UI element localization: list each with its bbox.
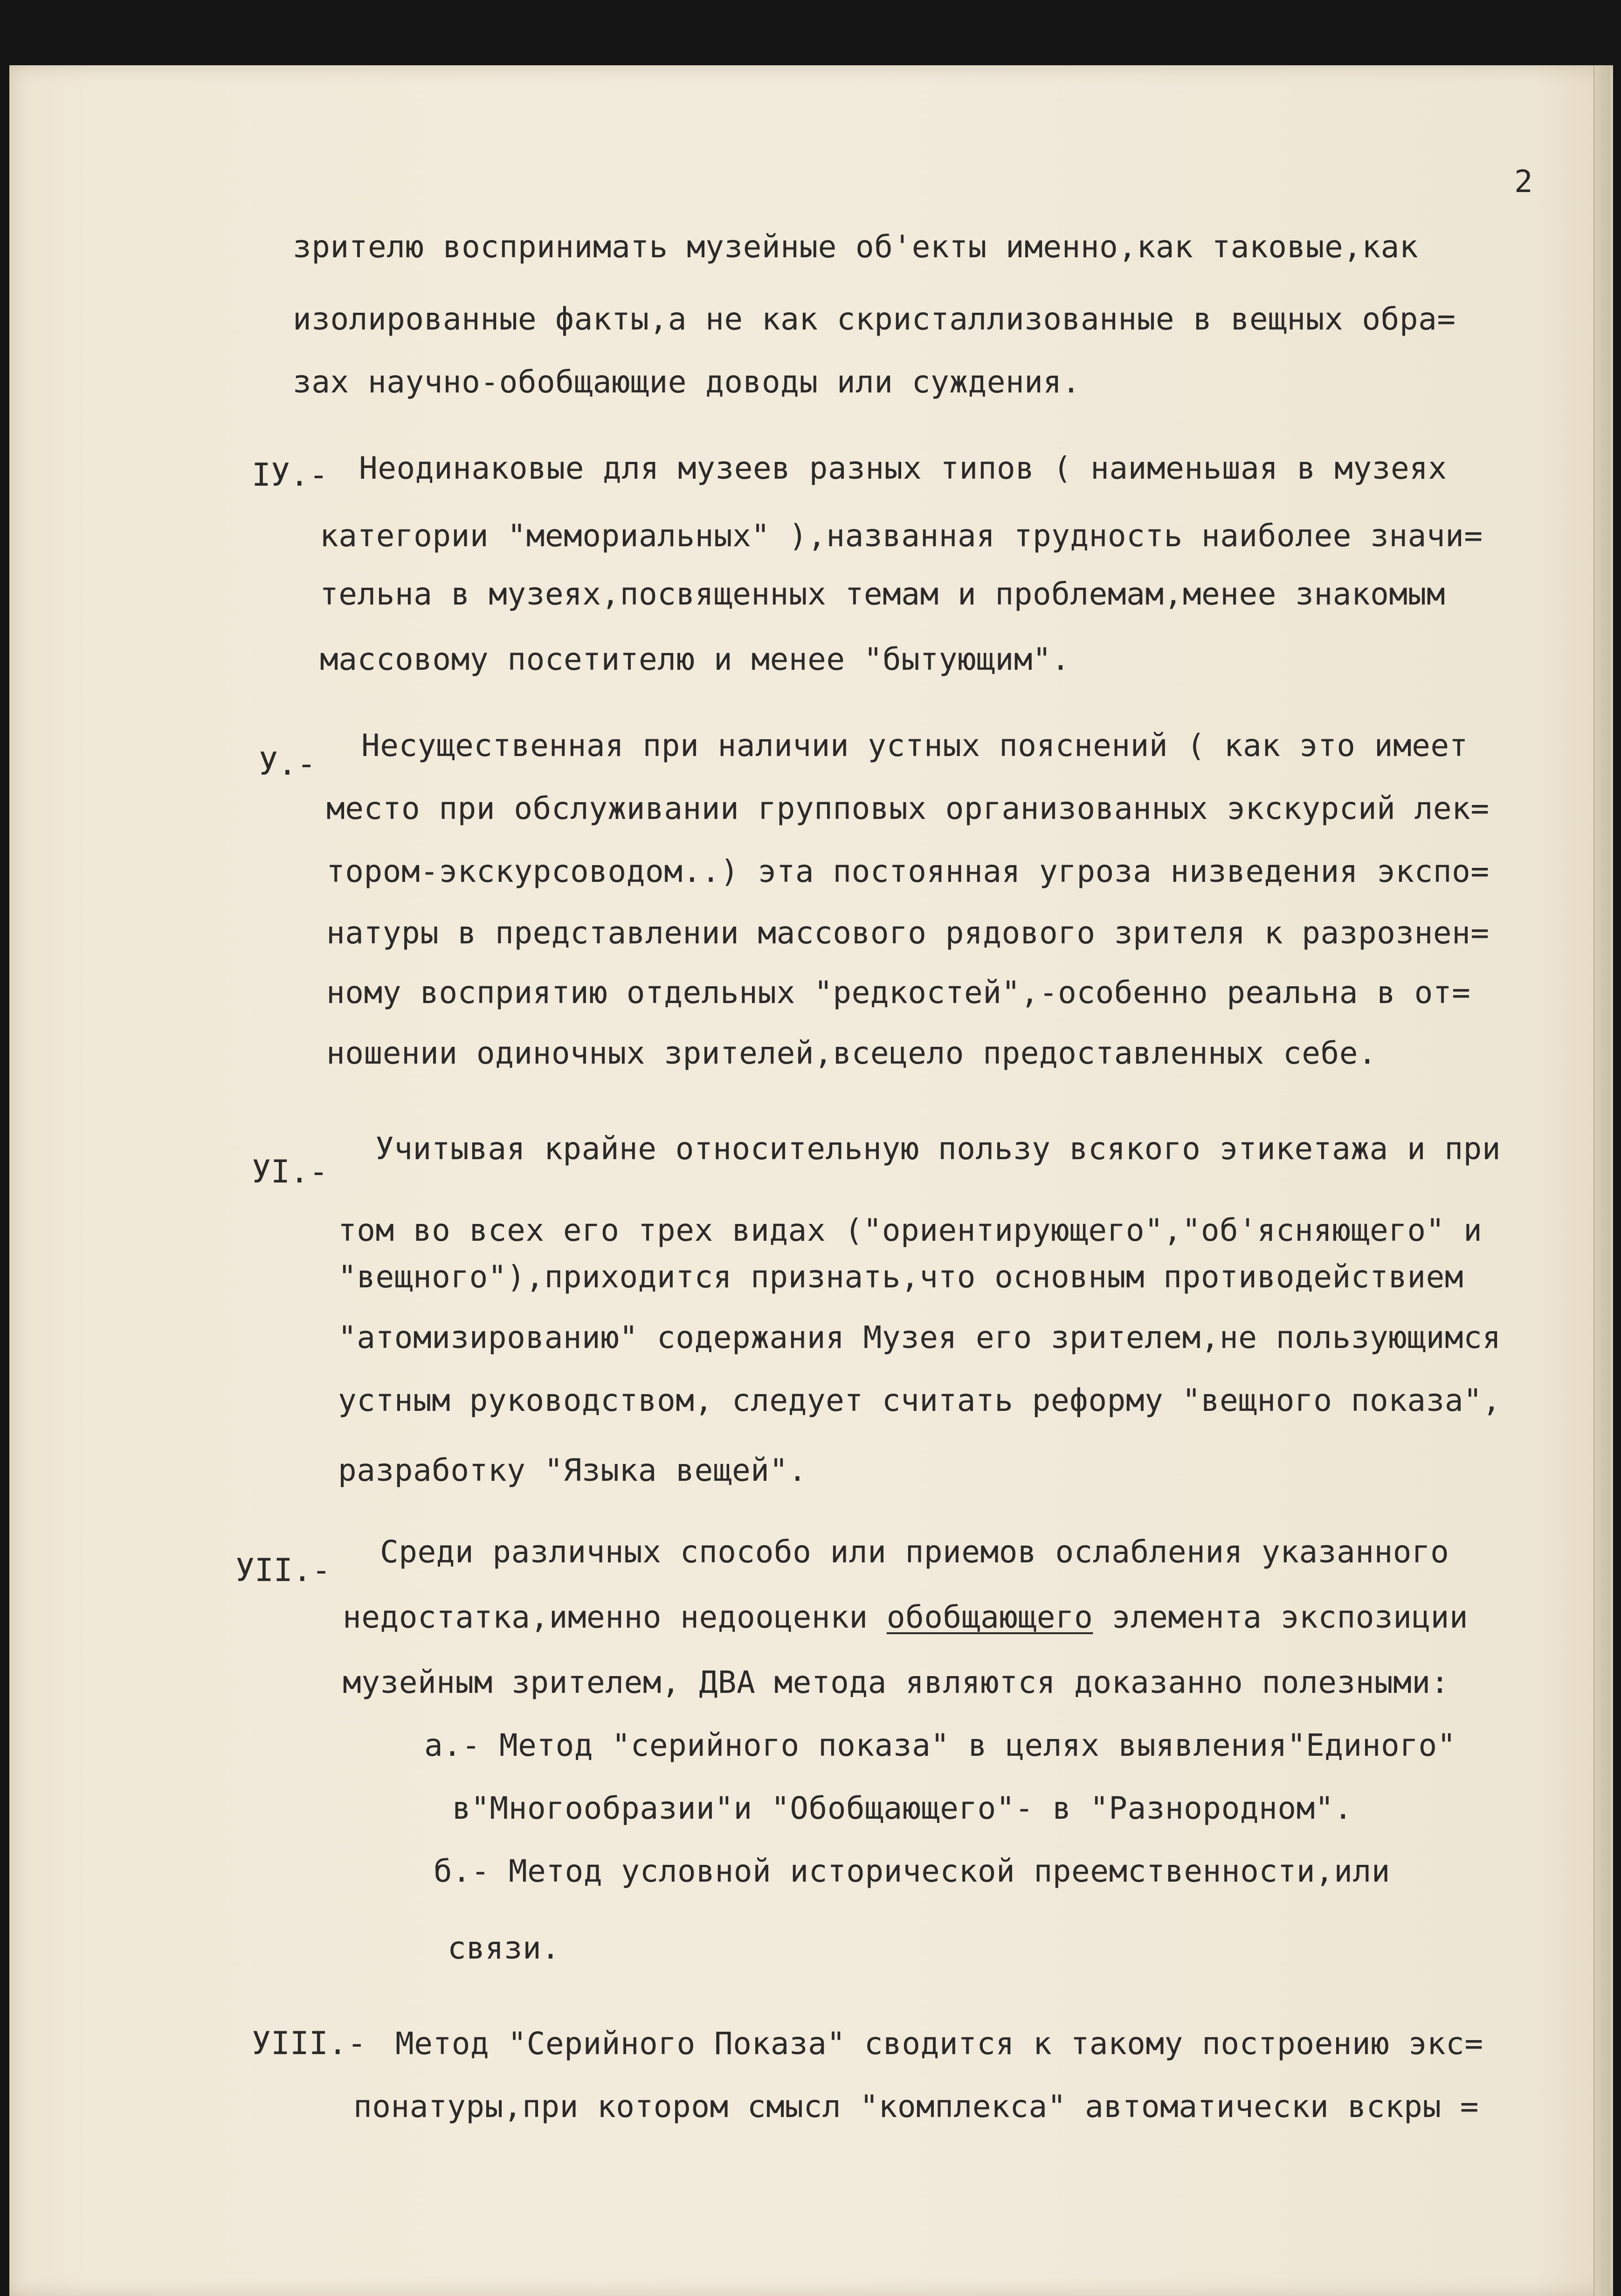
page-edge (1593, 65, 1610, 2296)
text-line: понатуры,при котором смысл "комплекса" автоматически вскры = (353, 2089, 1479, 2124)
text-line: массовому посетителю и менее "бытующим". (320, 641, 1070, 677)
text-line: "вещного"),приходится признать,что основным противодействием (338, 1259, 1464, 1295)
text-line: зах научно-обобщающие доводы или суждения. (293, 364, 1081, 400)
text-line: изолированные факты,а не как скристаллизованные в вещных обра= (293, 301, 1456, 337)
text-line: тором-экскурсоводом..) эта постоянная угроза низведения экспо= (326, 853, 1490, 889)
text-line: зрителю воспринимать музейные об'екты именно,как таковые,как (293, 229, 1419, 265)
section-marker: УII.- (235, 1552, 331, 1589)
text-line: место при обслуживании групповых организованных экскурсий лек= (326, 791, 1490, 826)
text-line: ношении одиночных зрителей,всецело предоставленных себе. (326, 1035, 1377, 1071)
text-segment: элемента экспозиции (1093, 1599, 1469, 1635)
text-line: разработку "Языка вещей". (338, 1452, 807, 1488)
text-line: устным руководством, следует считать реформу "вещного показа", (338, 1382, 1501, 1418)
text-line: категории "мемориальных" ),названная трудность наиболее значи= (320, 518, 1483, 554)
text-line (343, 1599, 1468, 1636)
text-line: том во всех его трех видах ("ориентирующего","об'ясняющего" и (338, 1212, 1483, 1248)
list-item: б.- Метод условной исторической преемственности,или (434, 1853, 1391, 1889)
text-line: ному восприятию отдельных "редкостей",-особенно реальна в от= (326, 975, 1471, 1011)
list-item: а.- Метод "серийного показа" в целях выявления"Единого" (424, 1727, 1456, 1763)
section-marker: УIII.- (252, 2025, 366, 2062)
section-marker: У.- (259, 746, 316, 783)
section-marker: IУ.- (252, 457, 328, 494)
text-line: Несущественная при наличии устных пояснений ( как это имеет (361, 728, 1468, 763)
text-line: Неодинаковые для музеев разных типов ( наименьшая в музеях (359, 450, 1447, 486)
list-item: связи. (448, 1930, 560, 1966)
text-segment: недостатка,именно недооценки (343, 1599, 887, 1635)
text-line: натуры в представлении массового рядового зрителя к разрознен= (326, 915, 1490, 951)
text-line: тельна в музеях,посвященных темам и проблемам,менее знакомым (320, 576, 1446, 612)
text-line: Метод "Серийного Показа" сводится к такому построению экс= (395, 2026, 1483, 2062)
section-marker: УI.- (252, 1154, 328, 1190)
page-number: 2 (1514, 164, 1533, 199)
text-line: Среди различных способо или приемов ослабления указанного (380, 1534, 1449, 1570)
text-line: музейным зрителем, ДВА метода являются доказанно полезными: (343, 1664, 1449, 1700)
underlined-word: обобщающего (886, 1599, 1093, 1635)
text-line: "атомизированию" содержания Музея его зрителем,не пользующимся (338, 1320, 1501, 1355)
text-line: Учитывая крайне относительную пользу всякого этикетажа и при (375, 1131, 1501, 1167)
list-item: в"Многообразии"и "Обобщающего"- в "Разнородном". (452, 1790, 1353, 1826)
